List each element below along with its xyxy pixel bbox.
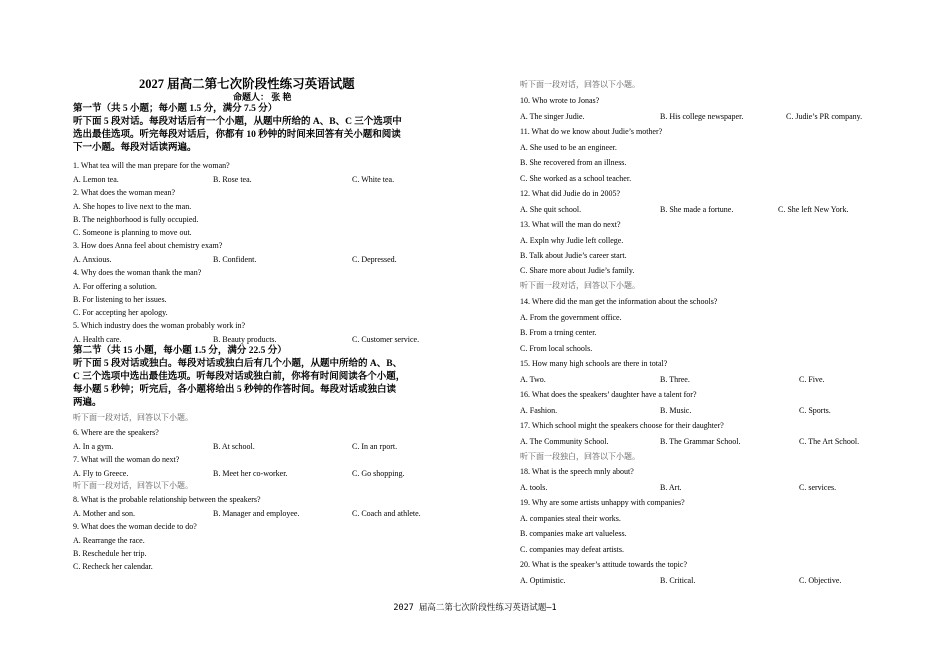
answer-option: A. Two. <box>520 375 546 384</box>
answer-option: B. Music. <box>660 406 692 415</box>
answer-option: C. services. <box>799 483 837 492</box>
answer-option: C. Five. <box>799 375 825 384</box>
question-text: B. She recovered from an illness. <box>520 158 627 167</box>
question-text: 4. Why does the woman thank the man? <box>73 268 202 277</box>
answer-option: A. tools. <box>520 483 548 492</box>
question-text: 1. What tea will the man prepare for the woman? <box>73 161 230 170</box>
answer-option: A. Mother and son. <box>73 509 135 518</box>
question-text: C. Someone is planning to move out. <box>73 228 192 237</box>
answer-option: C. Judie’s PR company. <box>786 112 863 121</box>
answer-option: C. Coach and athlete. <box>352 509 421 518</box>
listening-prompt: 听下面一段对话，回答以下小题。 <box>73 413 193 422</box>
listening-prompt: 听下面一段对话，回答以下小题。 <box>520 80 640 89</box>
question-text: B. The neighborhood is fully occupied. <box>73 215 199 224</box>
question-text: 15. How many high schools are there in total? <box>520 359 668 368</box>
question-text: 9. What does the woman decide to do? <box>73 522 197 531</box>
section-instruction: 下一小题。每段对话读两遍。 <box>73 143 197 153</box>
answer-option: B. The Grammar School. <box>660 437 741 446</box>
question-text: 19. Why are some artists unhappy with companies? <box>520 498 685 507</box>
answer-option: A. Health care. <box>73 335 122 344</box>
answer-option: A. The singer Judie. <box>520 112 585 121</box>
question-text: A. companies steal their works. <box>520 514 621 523</box>
answer-option: B. Confident. <box>213 255 257 264</box>
question-text: B. Talk about Judie’s career start. <box>520 251 627 260</box>
answer-option: C. Objective. <box>799 576 842 585</box>
listening-prompt: 听下面一段对话，回答以下小题。 <box>73 481 193 490</box>
answer-option: C. The Art School. <box>799 437 860 446</box>
page-footer: 2027 届高二第七次阶段性练习英语试题—1 <box>393 603 557 613</box>
answer-option: B. Three. <box>660 375 690 384</box>
answer-option: A. She quit school. <box>520 205 582 214</box>
answer-option: A. Anxious. <box>73 255 112 264</box>
answer-option: B. Art. <box>660 483 682 492</box>
question-text: 7. What will the woman do next? <box>73 455 180 464</box>
answer-option: C. Sports. <box>799 406 831 415</box>
question-text: C. Recheck her calendar. <box>73 562 153 571</box>
author-line: 命题人： 张 艳 <box>233 92 292 102</box>
section-instruction: C 三个选项中选出最佳选项。听每段对话或独白前，你将有时间阅读各个小题， <box>73 372 406 382</box>
answer-option: B. Beauty products. <box>213 335 277 344</box>
answer-option: C. She left New York. <box>778 205 849 214</box>
answer-option: A. Fashion. <box>520 406 558 415</box>
section-instruction: 听下面 5 段对话。每段对话后有一个小题，从题中所给的 A、B、C 三个选项中 <box>73 117 402 127</box>
answer-option: B. Rose tea. <box>213 175 252 184</box>
answer-option: A. Optimistic. <box>520 576 566 585</box>
question-text: C. companies may defeat artists. <box>520 545 624 554</box>
answer-option: C. Go shopping. <box>352 469 405 478</box>
question-text: A. From the government office. <box>520 313 622 322</box>
answer-option: A. The Community School. <box>520 437 609 446</box>
question-text: B. Reschedule her trip. <box>73 549 147 558</box>
answer-option: B. Meet her co-worker. <box>213 469 288 478</box>
answer-option: C. In an rport. <box>352 442 398 451</box>
question-text: 16. What does the speakers’ daughter have a talent for? <box>520 390 697 399</box>
answer-option: B. She made a fortune. <box>660 205 734 214</box>
question-text: 12. What did Judie do in 2005? <box>520 189 621 198</box>
question-text: A. She hopes to live next to the man. <box>73 202 192 211</box>
section-instruction: 第一节（共 5 小题；每小题 1.5 分，满分 7.5 分） <box>73 104 278 114</box>
question-text: 8. What is the probable relationship between the speakers? <box>73 495 261 504</box>
answer-option: A. Fly to Greece. <box>73 469 129 478</box>
question-text: 11. What do we know about Judie’s mother? <box>520 127 663 136</box>
section-instruction: 听下面 5 段对话或独白。每段对话或独白后有几个小题，从题中所给的 A、B、 <box>73 359 403 369</box>
question-text: C. From local schools. <box>520 344 593 353</box>
question-text: 3. How does Anna feel about chemistry exam? <box>73 241 223 250</box>
question-text: B. companies make art valueless. <box>520 529 627 538</box>
question-text: 5. Which industry does the woman probably work in? <box>73 321 246 330</box>
answer-option: C. Customer service. <box>352 335 420 344</box>
question-text: 2. What does the woman mean? <box>73 188 176 197</box>
question-text: B. From a trning center. <box>520 328 597 337</box>
question-text: 10. Who wrote to Jonas? <box>520 96 600 105</box>
answer-option: B. At school. <box>213 442 255 451</box>
answer-option: C. Depressed. <box>352 255 397 264</box>
question-text: C. Share more about Judie’s family. <box>520 266 635 275</box>
question-text: A. Rearrange the race. <box>73 536 145 545</box>
question-text: A. She used to be an engineer. <box>520 143 617 152</box>
section-instruction: 第二节（共 15 小题，每小题 1.5 分，满分 22.5 分） <box>73 346 287 356</box>
answer-option: B. His college newspaper. <box>660 112 744 121</box>
question-text: 13. What will the man do next? <box>520 220 621 229</box>
question-text: A. Expln why Judie left college. <box>520 236 624 245</box>
question-text: 14. Where did the man get the information about the schools? <box>520 297 718 306</box>
question-text: A. For offering a solution. <box>73 282 157 291</box>
section-instruction: 选出最佳选项。听完每段对话后，你都有 10 秒钟的时间来回答有关小题和阅读 <box>73 130 401 140</box>
answer-option: B. Manager and employee. <box>213 509 300 518</box>
exam-title: 2027 届高二第七次阶段性练习英语试题 <box>139 77 355 91</box>
answer-option: A. Lemon tea. <box>73 175 119 184</box>
question-text: 17. Which school might the speakers choose for their daughter? <box>520 421 724 430</box>
listening-prompt: 听下面一段独白，回答以下小题。 <box>520 452 640 461</box>
answer-option: C. White tea. <box>352 175 395 184</box>
question-text: C. For accepting her apology. <box>73 308 168 317</box>
question-text: C. She worked as a school teacher. <box>520 174 632 183</box>
section-instruction: 两遍。 <box>73 398 102 408</box>
question-text: B. For listening to her issues. <box>73 295 167 304</box>
section-instruction: 每小题 5 秒钟；听完后，各小题将给出 5 秒钟的作答时间。每段对话或独白读 <box>73 385 397 395</box>
answer-option: B. Critical. <box>660 576 696 585</box>
question-text: 6. Where are the speakers? <box>73 428 159 437</box>
question-text: 18. What is the speech mnly about? <box>520 467 634 476</box>
question-text: 20. What is the speaker’s attitude towards the topic? <box>520 560 687 569</box>
answer-option: A. In a gym. <box>73 442 114 451</box>
listening-prompt: 听下面一段对话，回答以下小题。 <box>520 281 640 290</box>
